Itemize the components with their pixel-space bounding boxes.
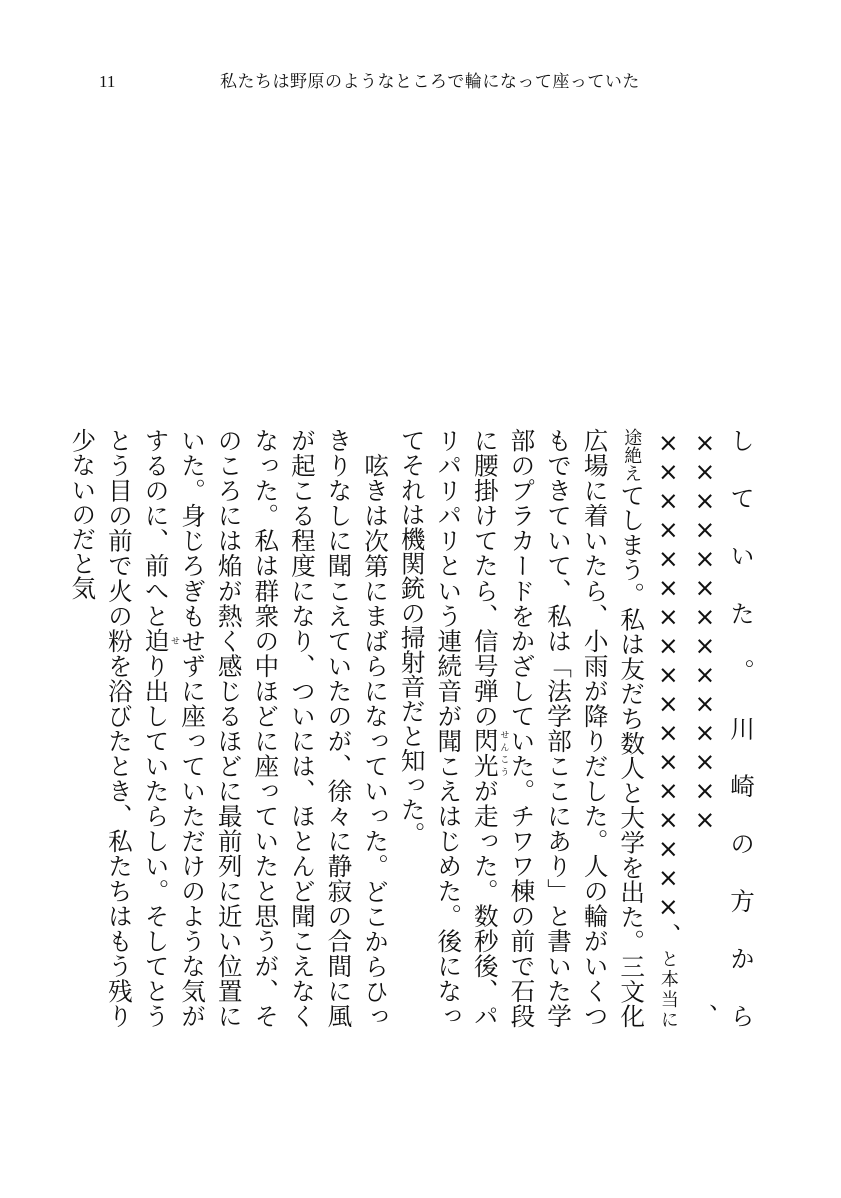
paragraph-1 [393, 428, 759, 1028]
running-title: 私たちは野原のようなところで輪になって座っていた [220, 72, 640, 92]
body-text [68, 428, 759, 1029]
p2-segment-a: 呟きは次第にまばらになっていった。どこからひっきりなしに聞こえていたのが、徐々に静寂の合間に風が起こる程度になり、ついには、ほとんど聞こえなくなった。私は群衆の中ほどに座っていたと思うが、そのころには焔が熱く感じるほどに最前列に近い位置にいた。身じろぎもせずに座っていただけのような気がするのに、前へと [141, 428, 391, 1028]
p2-segment-b: り出していたらしい。そしてとうとう目の前で火の粉を浴びたとき、私たちはもう残り少ないのだと気 [68, 428, 171, 1029]
p1-segment-a: していた。川崎の方から××××××××××××××、×××××××××××××××××、 [653, 428, 756, 1028]
paragraph-2 [64, 428, 393, 1028]
page-number: 11 [99, 72, 116, 91]
ruby-text-senkou: せんこう [498, 728, 509, 778]
ruby-base-se: 迫 [141, 628, 171, 654]
ruby-se [141, 628, 179, 654]
ruby-base-senkou: 閃光 [470, 728, 500, 779]
ruby-text-se: せ [169, 628, 179, 653]
p1-segment-d: が走った。数秒後、パリパリパリという連続音が聞こえはじめた。後になってそれは機関銃の掃射音だと知った。 [397, 428, 500, 1029]
p1-segment-c: てしまう。私は友だち数人と大学を出た。三文化広場に着いたら、小雨が降りだした。人の輪がいくつもできていて、私は「法学部ここにあり」と書いた学部のプラカードをかざしていた。チワワ棟の前で石段に腰掛けてたら、信号弾の [470, 428, 647, 1029]
ruby-senkou [470, 728, 509, 779]
p1-small-segment: と本当に途絶え [621, 428, 679, 1028]
